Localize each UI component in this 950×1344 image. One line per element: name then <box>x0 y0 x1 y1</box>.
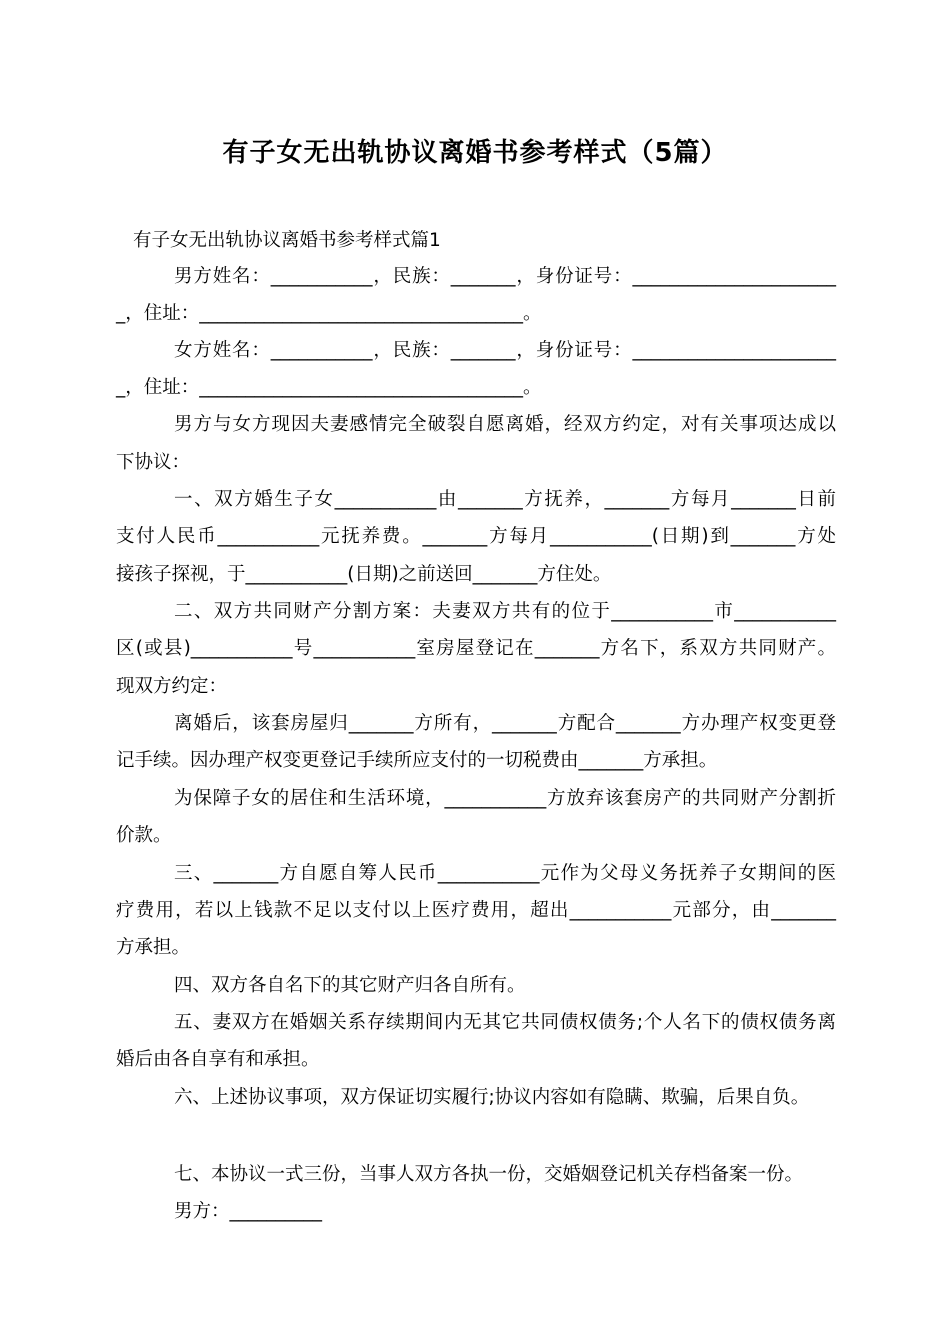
clause-3-line: 三、_______方自愿自筹人民币___________元作为父母义务抚养子女期间的医 <box>174 863 836 884</box>
clause-2-line: 区(或县)___________号___________室房屋登记在_______方名下，系双方共同财产。 <box>116 638 836 659</box>
clause-2-detail-line: 价款。 <box>116 825 172 846</box>
clause-2-detail-line: 离婚后，该套房屋归_______方所有，_______方配合_______方办理产权变更登 <box>174 713 836 734</box>
clause-1-line: 一、双方婚生子女___________由_______方抚养，_______方每月_______日前 <box>174 489 836 510</box>
section-heading: 有子女无出轨协议离婚书参考样式篇1 <box>133 230 441 251</box>
clause-6-line: 六、上述协议事项，双方保证切实履行;协议内容如有隐瞒、欺骗，后果自负。 <box>174 1087 810 1108</box>
clause-7-line: 七、本协议一式三份，当事人双方各执一份，交婚姻登记机关存档备案一份。 <box>174 1164 804 1185</box>
clause-1-line: 支付人民币___________元抚养费。_______方每月___________(日期)到_______方处 <box>116 526 836 547</box>
wife-address-line: _，住址：___________________________________。 <box>116 377 542 398</box>
clause-2-line: 现双方约定： <box>116 676 228 697</box>
husband-signature-line: 男方：__________ <box>174 1201 323 1222</box>
clause-2-detail-line: 为保障子女的居住和生活环境，___________方放弃该套房产的共同财产分割折 <box>174 788 836 809</box>
clause-2-detail-line: 记手续。因办理产权变更登记手续所应支付的一切税费由_______方承担。 <box>116 750 718 771</box>
husband-address-line: _，住址：___________________________________。 <box>116 303 542 324</box>
clause-4-line: 四、双方各自名下的其它财产归各自所有。 <box>174 975 526 996</box>
document-title: 有子女无出轨协议离婚书参考样式（5篇） <box>222 138 728 168</box>
paragraph-line: 下协议： <box>116 452 191 473</box>
clause-3-line: 疗费用，若以上钱款不足以支付以上医疗费用，超出___________元部分，由_______ <box>116 900 836 921</box>
clause-5-line: 婚后由各自享有和承担。 <box>116 1049 320 1070</box>
husband-info-line: 男方姓名：___________，民族：_______，身份证号：______________________ <box>174 266 836 287</box>
clause-3-line: 方承担。 <box>116 937 191 958</box>
paragraph-line: 男方与女方现因夫妻感情完全破裂自愿离婚，经双方约定，对有关事项达成以 <box>174 414 836 435</box>
clause-2-line: 二、双方共同财产分割方案：夫妻双方共有的位于___________市___________ <box>174 601 836 622</box>
clause-5-line: 五、妻双方在婚姻关系存续期间内无其它共同债权债务;个人名下的债权债务离 <box>174 1012 836 1033</box>
wife-info-line: 女方姓名：___________，民族：_______，身份证号：______________________ <box>174 340 836 361</box>
clause-1-line: 接孩子探视，于___________(日期)之前送回_______方住处。 <box>116 564 612 585</box>
